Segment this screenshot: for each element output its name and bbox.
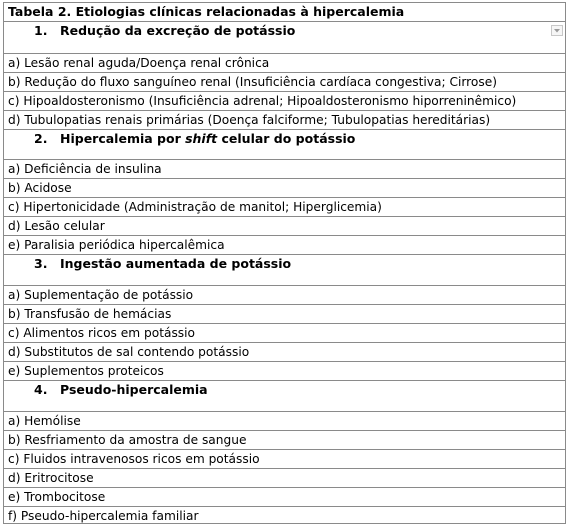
section-number: 2. <box>34 131 48 146</box>
list-item: a) Deficiência de insulina <box>4 160 565 179</box>
list-item: e) Suplementos proteicos <box>4 362 565 381</box>
section-title-em: shift <box>185 131 218 146</box>
etiology-table <box>3 2 566 524</box>
list-item: a) Hemólise <box>4 412 565 431</box>
list-item: b) Transfusão de hemácias <box>4 305 565 324</box>
list-item: b) Redução do fluxo sanguíneo renal (Insuficiência cardíaca congestiva; Cirrose) <box>4 73 565 92</box>
section-header-2 <box>4 130 565 160</box>
list-item: c) Hipoaldosteronismo (Insuficiência adrenal; Hipoaldosteronismo hiporreninêmico) <box>4 92 565 111</box>
list-item: e) Trombocitose <box>4 488 565 507</box>
table-caption: Tabela 2. Etiologias clínicas relacionadas à hipercalemia <box>4 3 565 22</box>
section-title: Pseudo-hipercalemia <box>60 382 208 397</box>
list-item: b) Acidose <box>4 179 565 198</box>
section-number: 4. <box>34 382 48 397</box>
section-header-4 <box>4 381 565 412</box>
section-title: Ingestão aumentada de potássio <box>60 256 292 271</box>
section-title-pre: Hipercalemia por <box>60 131 186 146</box>
list-item: a) Lesão renal aguda/Doença renal crônica <box>4 54 565 73</box>
list-item: d) Tubulopatias renais primárias (Doença falciforme; Tubulopatias hereditárias) <box>4 111 565 130</box>
section-header-1 <box>4 22 565 54</box>
list-item: c) Alimentos ricos em potássio <box>4 324 565 343</box>
list-item: f) Pseudo-hipercalemia familiar <box>8 509 199 523</box>
list-item: c) Fluidos intravenosos ricos em potássio <box>4 450 565 469</box>
section-title-post: celular do potássio <box>217 131 356 146</box>
list-item: c) Hipertonicidade (Administração de manitol; Hiperglicemia) <box>4 198 565 217</box>
list-item: e) Paralisia periódica hipercalêmica <box>4 236 565 255</box>
list-item: b) Resfriamento da amostra de sangue <box>4 431 565 450</box>
section-number: 3. <box>34 256 48 271</box>
list-item: d) Substitutos de sal contendo potássio <box>4 343 565 362</box>
list-item: d) Eritrocitose <box>4 469 565 488</box>
filter-dropdown-icon[interactable] <box>551 25 563 36</box>
list-item: d) Lesão celular <box>4 217 565 236</box>
section-header-3 <box>4 255 565 286</box>
list-item: a) Suplementação de potássio <box>4 286 565 305</box>
section-number: 1. <box>34 23 48 38</box>
section-title: Redução da excreção de potássio <box>60 23 296 38</box>
